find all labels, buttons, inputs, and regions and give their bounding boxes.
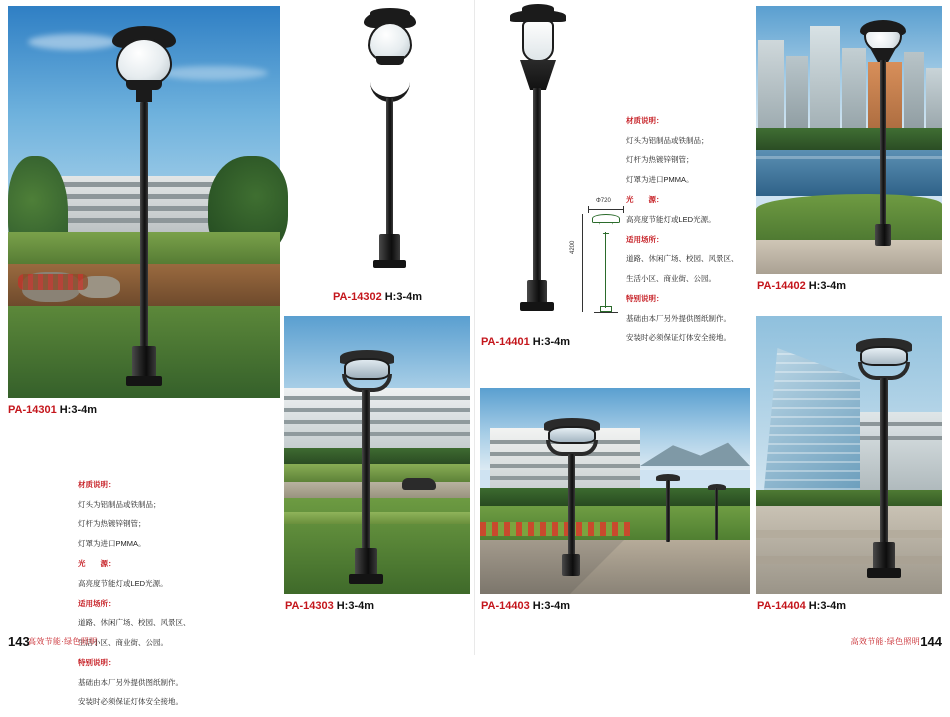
technical-dimension-diameter: Φ720 <box>596 198 611 204</box>
footer-text-left: 高效节能·绿色照明 <box>28 637 98 646</box>
product-photo-pa-14404 <box>756 316 942 594</box>
technical-dimension-height: 4200 <box>570 240 576 254</box>
product-photo-pa-14301 <box>8 6 280 398</box>
spec-block-left: 材质说明： 灯头为铝制品或铁制品； 灯杆为热镀锌钢管； 灯罩为进口PMMA。 光 源： 高亮度节能灯或LED光源。 适用场所： 道路、休闲广场、校园、风景区、 生活小区、商业街、公园。 特别说明： 基础由本厂另外提供图纸制作。 安装时必须保证灯体安全接地。 <box>78 479 191 707</box>
product-photo-pa-14402 <box>756 6 942 274</box>
product-photo-pa-14403 <box>480 388 750 594</box>
footer-text-right: 高效节能·绿色照明 <box>850 637 920 646</box>
folio-right: 144 <box>920 634 942 649</box>
product-caption-pa-14403: PA-14403 H:3-4m <box>481 600 571 612</box>
product-caption-pa-14404: PA-14404 H:3-4m <box>757 600 847 612</box>
product-photo-pa-14303 <box>284 316 470 594</box>
spec-block-right: 材质说明： 灯头为铝制品或铁制品； 灯杆为热镀锌钢管； 灯罩为进口PMMA。 光 源： 高亮度节能灯或LED光源。 适用场所： 道路、休闲广场、校园、风景区、 生活小区、商业街、公园。 特别说明： 基础由本厂另外提供图纸制作。 安装时必须保证灯体安全接地。 <box>626 115 739 343</box>
folio-left: 143 <box>8 634 30 649</box>
product-caption-pa-14402: PA-14402 H:3-4m <box>757 280 847 292</box>
product-caption-pa-14303: PA-14303 H:3-4m <box>285 600 375 612</box>
product-caption-pa-14302: PA-14302 H:3-4m <box>333 291 423 303</box>
product-caption-pa-14401: PA-14401 H:3-4m <box>481 336 571 348</box>
product-caption-pa-14301: PA-14301 H:3-4m <box>8 404 98 416</box>
page-gutter <box>474 0 475 655</box>
product-photo-pa-14302 <box>330 6 450 286</box>
